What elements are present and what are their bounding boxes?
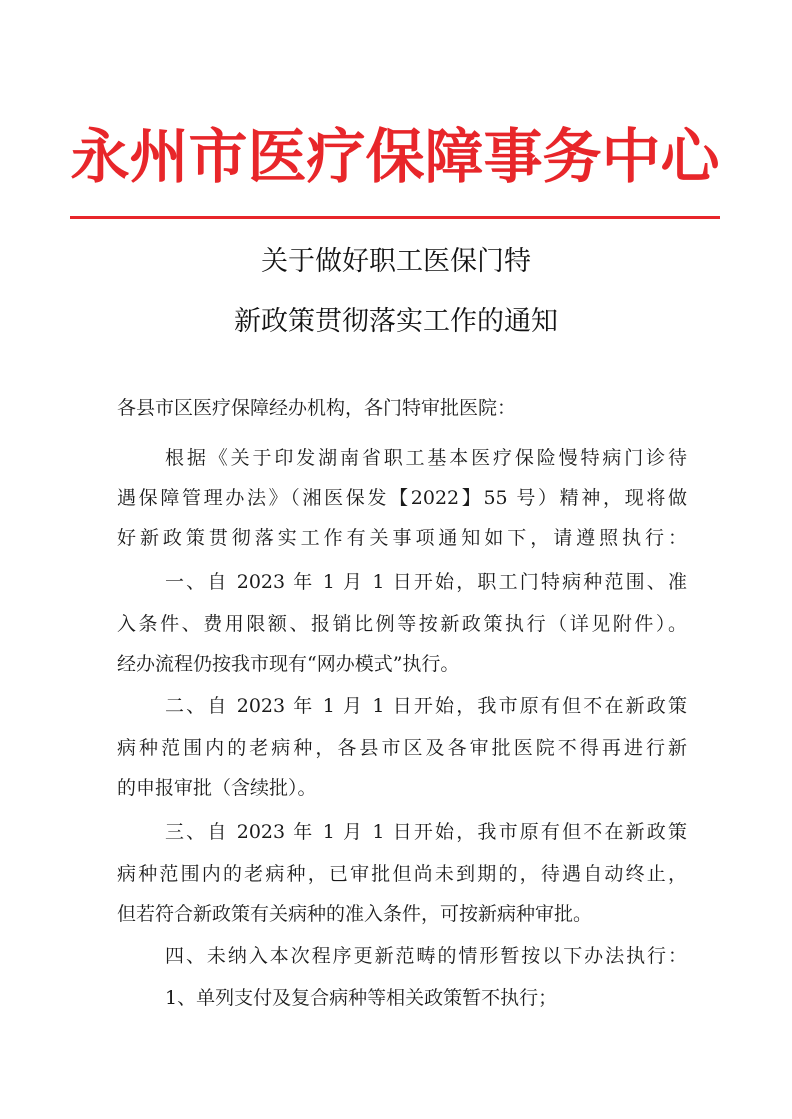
paragraph-line: 四、未纳入本次程序更新范畴的情形暂按以下办法执行： xyxy=(165,945,687,967)
organization-header: 永州市医疗保障事务中心 xyxy=(70,122,720,191)
paragraph-line: 病种范围内的老病种，各县市区及各审批医院不得再进行新 xyxy=(117,737,687,759)
paragraph-line: 遇保障管理办法》（湘医保发【2022】55 号）精神，现将做 xyxy=(117,487,687,509)
paragraph-line: 好新政策贯彻落实工作有关事项通知如下，请遵照执行： xyxy=(117,527,687,549)
document-title-line-2: 新政策贯彻落实工作的通知 xyxy=(234,306,558,337)
paragraph-line: 经办流程仍按我市现有“网办模式”执行。 xyxy=(117,653,460,675)
paragraph-line: 病种范围内的老病种，已审批但尚未到期的，待遇自动终止， xyxy=(117,863,687,885)
paragraph-line: 根据《关于印发湖南省职工基本医疗保险慢特病门诊待 xyxy=(165,447,687,469)
paragraph-line: 三、自 2023 年 1 月 1 日开始，我市原有但不在新政策 xyxy=(165,821,687,843)
document-title-line-1: 关于做好职工医保门特 xyxy=(261,246,531,277)
paragraph-line: 一、自 2023 年 1 月 1 日开始，职工门特病种范围、准 xyxy=(165,571,687,593)
salutation: 各县市区医疗保障经办机构，各门特审批医院： xyxy=(117,397,517,419)
paragraph-line: 的申报审批（含续批）。 xyxy=(117,777,317,799)
paragraph-line: 二、自 2023 年 1 月 1 日开始，我市原有但不在新政策 xyxy=(165,695,687,717)
red-divider-line xyxy=(70,216,720,219)
paragraph-line: 1、单列支付及复合病种等相关政策暂不执行； xyxy=(165,987,558,1009)
paragraph-line: 入条件、费用限额、报销比例等按新政策执行（详见附件）。 xyxy=(117,613,687,635)
paragraph-line: 但若符合新政策有关病种的准入条件，可按新病种审批。 xyxy=(117,903,593,925)
